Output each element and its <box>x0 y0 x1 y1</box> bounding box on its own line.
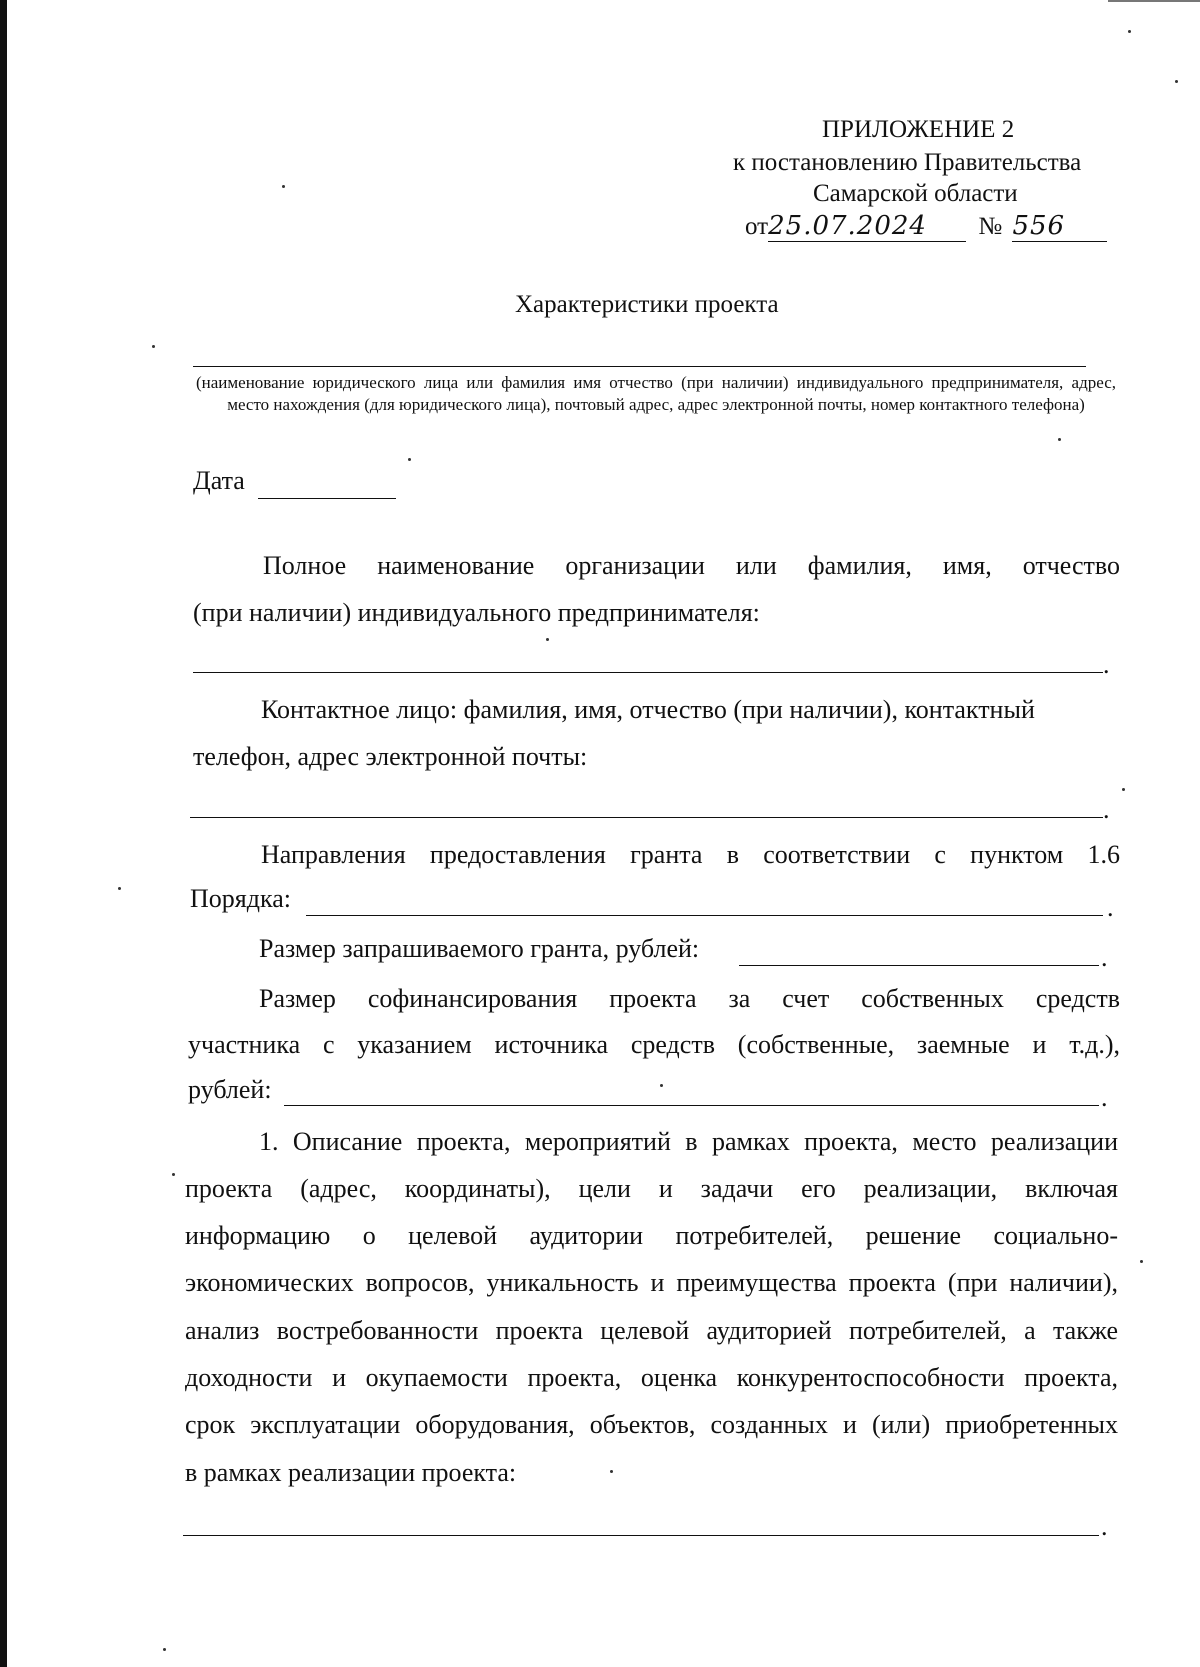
description-period: . <box>1101 1512 1108 1541</box>
grant-size-period: . <box>1101 943 1108 972</box>
applicant-blank-line <box>193 366 1086 367</box>
direction-line-1: Направления предоставления гранта в соответствии с пунктом 1.6 <box>261 840 1120 869</box>
scan-edge <box>0 0 7 1667</box>
scan-speck <box>1122 788 1125 791</box>
scan-speck <box>172 1173 175 1176</box>
scan-speck <box>1175 80 1178 83</box>
resolution-date: 25.07.2024 <box>768 211 966 242</box>
date-label: Дата <box>193 466 245 495</box>
scan-speck <box>546 638 549 641</box>
scan-speck <box>282 185 285 188</box>
direction-line-2: Порядка: <box>190 884 291 913</box>
date-number-line <box>745 211 1107 242</box>
cofinancing-blank-line <box>284 1105 1099 1106</box>
scan-speck <box>408 458 411 461</box>
region-line: Самарской области <box>813 180 1018 207</box>
description-blank-line <box>183 1535 1099 1536</box>
scan-speck <box>152 345 155 348</box>
direction-blank-line <box>306 915 1103 916</box>
direction-period: . <box>1107 893 1114 922</box>
cofinancing-period: . <box>1101 1083 1108 1112</box>
scan-speck <box>660 1084 663 1087</box>
contact-period: . <box>1103 795 1110 824</box>
contact-line-1: Контактное лицо: фамилия, имя, отчество (при наличии), контактный <box>261 695 1035 724</box>
scan-speck <box>1058 438 1061 441</box>
scan-speck <box>163 1648 166 1651</box>
grant-size-label: Размер запрашиваемого гранта, рублей: <box>259 934 700 963</box>
grant-size-blank-line <box>739 965 1099 966</box>
applicant-caption: (наименование юридического лица или фамилия имя отчество (при наличии) индивидуального предпринимателя, адрес, место нахождения (для юридического лица), почтовый адрес, адрес электронной почты, номер контактного телефона) <box>196 373 1116 414</box>
contact-line-2: телефон, адрес электронной почты: <box>193 742 588 771</box>
description-line-6: доходности и окупаемости проекта, оценка конкурентоспособности проекта, <box>185 1363 1118 1392</box>
org-name-blank-line <box>193 672 1103 673</box>
description-line-1: 1. Описание проекта, мероприятий в рамках проекта, место реализации <box>259 1127 1118 1156</box>
date-blank-line <box>258 498 396 499</box>
description-line-3: информацию о целевой аудитории потребителей, решение социально- <box>185 1221 1118 1250</box>
description-line-5: анализ востребованности проекта целевой аудиторией потребителей, а также <box>185 1316 1118 1345</box>
scan-speck <box>118 887 121 890</box>
cofinancing-line-1: Размер софинансирования проекта за счет собственных средств <box>259 984 1120 1013</box>
number-prefix: № <box>978 213 1003 240</box>
description-line-8: в рамках реализации проекта: <box>185 1458 517 1487</box>
resolution-number: 556 <box>1012 211 1107 242</box>
cofinancing-line-2: участника с указанием источника средств (собственные, заемные и т.д.), <box>188 1030 1120 1059</box>
scan-edge-top <box>1108 0 1200 2</box>
resolution-line: к постановлению Правительства <box>733 149 1082 176</box>
appendix-heading: ПРИЛОЖЕНИЕ 2 <box>822 116 1015 143</box>
org-name-line-1: Полное наименование организации или фамилия, имя, отчество <box>263 551 1120 580</box>
description-line-7: срок эксплуатации оборудования, объектов, созданных и (или) приобретенных <box>185 1410 1118 1439</box>
cofinancing-line-3: рублей: <box>188 1075 272 1104</box>
date-prefix: от <box>745 213 769 240</box>
scan-speck <box>1128 30 1131 33</box>
page-title: Характеристики проекта <box>515 291 779 318</box>
scan-speck <box>610 1470 613 1473</box>
description-line-4: экономических вопросов, уникальность и преимущества проекта (при наличии), <box>185 1268 1118 1297</box>
contact-blank-line <box>190 817 1103 818</box>
scan-speck <box>1140 1260 1143 1263</box>
description-line-2: проекта (адрес, координаты), цели и задачи его реализации, включая <box>185 1174 1118 1203</box>
org-name-line-2: (при наличии) индивидуального предпринимателя: <box>193 598 760 627</box>
org-name-period: . <box>1103 650 1110 679</box>
